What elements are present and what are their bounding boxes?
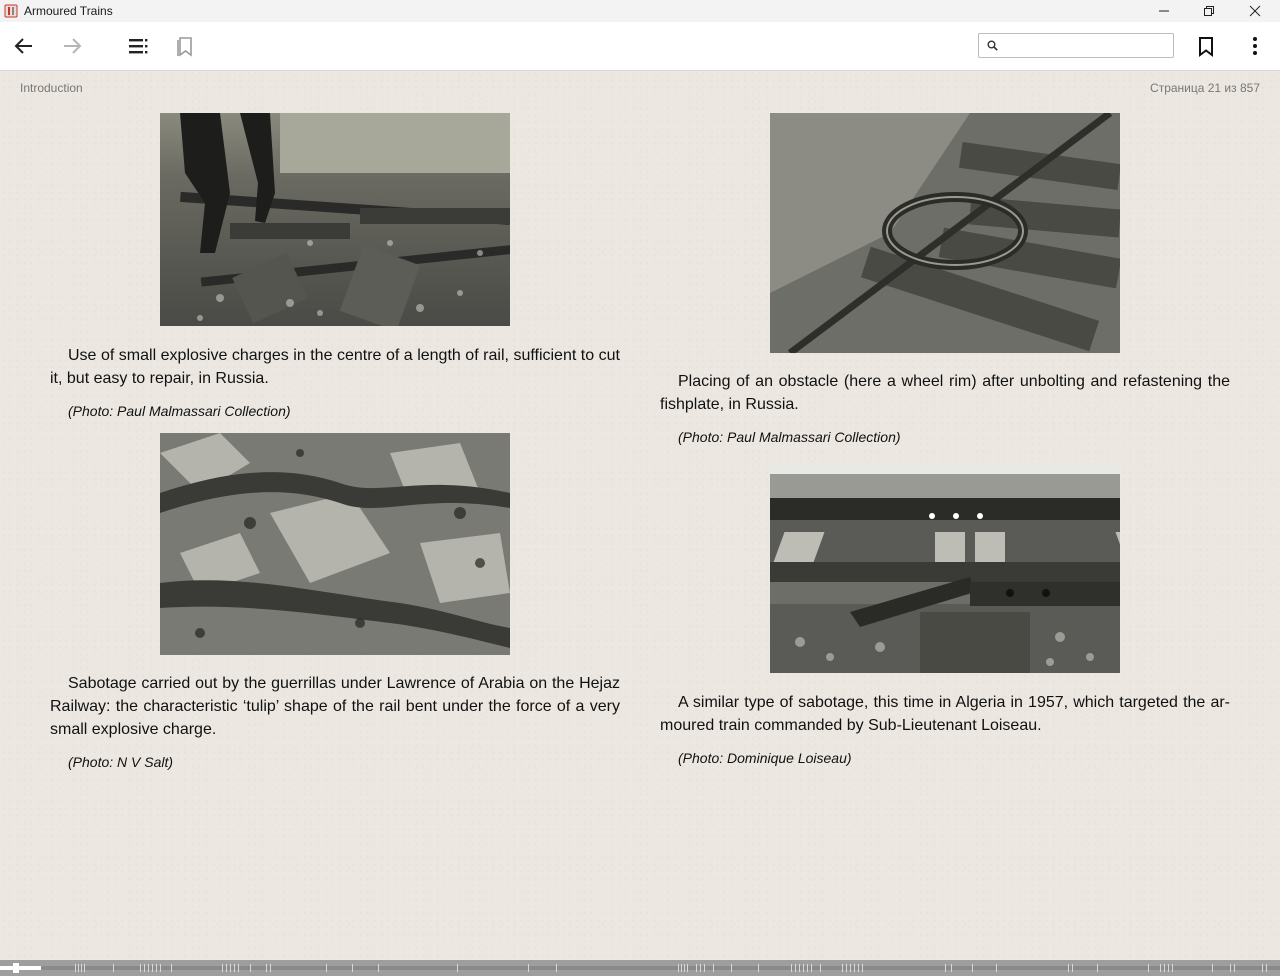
chapter-tick bbox=[684, 964, 685, 972]
chapter-tick bbox=[681, 964, 682, 972]
chapter-tick bbox=[75, 964, 76, 972]
bookmarks-list-button[interactable] bbox=[174, 34, 198, 58]
more-vertical-icon bbox=[1244, 35, 1266, 57]
credit-photo-3: (Photo: Paul Malmassari Collection) bbox=[678, 429, 901, 445]
credit-photo-4: (Photo: Dominique Loiseau) bbox=[678, 750, 852, 766]
chapter-tick bbox=[678, 964, 679, 972]
chapter-tick bbox=[222, 964, 223, 972]
more-options-button[interactable] bbox=[1243, 34, 1267, 58]
chapter-tick bbox=[81, 964, 82, 972]
minimize-icon bbox=[1158, 5, 1170, 17]
bookmarks-list-icon bbox=[175, 35, 197, 57]
caption-photo-3: Placing of an obstacle (here a wheel rim) after unbolting and refastening the fishplate, in Russia. bbox=[660, 373, 1230, 413]
chapter-tick bbox=[1072, 964, 1073, 972]
chapter-tick bbox=[713, 964, 714, 972]
photo-rail-explosive-charges-image bbox=[160, 113, 510, 326]
chapter-tick bbox=[1068, 964, 1069, 972]
progress-fill bbox=[0, 966, 41, 970]
chapter-tick bbox=[972, 964, 973, 972]
restore-icon bbox=[1203, 5, 1215, 17]
chapter-tick bbox=[140, 964, 141, 972]
chapter-tick bbox=[378, 964, 379, 972]
chapter-tick bbox=[862, 964, 863, 972]
close-button[interactable] bbox=[1232, 0, 1278, 22]
chapter-tick bbox=[1164, 964, 1165, 972]
contents-button[interactable] bbox=[126, 34, 150, 58]
chapter-tick bbox=[556, 964, 557, 972]
chapter-tick bbox=[846, 964, 847, 972]
close-icon bbox=[1249, 5, 1261, 17]
chapter-tick bbox=[156, 964, 157, 972]
chapter-tick bbox=[807, 964, 808, 972]
chapter-tick bbox=[951, 964, 952, 972]
photo-tulip-rail bbox=[160, 433, 510, 655]
chapter-tick bbox=[696, 964, 697, 972]
credit-photo-2: (Photo: N V Salt) bbox=[68, 754, 174, 770]
chapter-tick bbox=[731, 964, 732, 972]
progress-track bbox=[0, 966, 1280, 970]
chapter-tick bbox=[791, 964, 792, 972]
chapter-tick bbox=[758, 964, 759, 972]
chapter-tick bbox=[84, 964, 85, 972]
chapter-tick bbox=[148, 964, 149, 972]
chapter-tick bbox=[1212, 964, 1213, 972]
chapter-tick bbox=[700, 964, 701, 972]
photo-wheel-rim-obstacle-image bbox=[770, 113, 1120, 353]
reading-progress-bar[interactable] bbox=[0, 960, 1280, 976]
chapter-tick bbox=[1148, 964, 1149, 972]
caption-photo-4: A similar type of sabotage, this time in Algeria in 1957, which targeted the ar-moured train commanded by Sub-Lieutenant Loiseau. bbox=[660, 694, 1230, 734]
photo-algeria-sabotage-image bbox=[770, 462, 1120, 673]
chapter-tick bbox=[1172, 964, 1173, 972]
bookmark-icon bbox=[1195, 35, 1217, 57]
photo-algeria-sabotage bbox=[770, 462, 1120, 673]
chapter-tick bbox=[795, 964, 796, 972]
chapter-tick bbox=[850, 964, 851, 972]
chapter-tick bbox=[1230, 964, 1231, 972]
page-indicator: Страница 21 из 857 bbox=[1150, 81, 1260, 95]
toolbar bbox=[0, 22, 1280, 71]
search-icon bbox=[987, 40, 998, 51]
caption-photo-2: Sabotage carried out by the guerrillas under Lawrence of Arabia on the Hejaz Railway: the characteristic ‘tulip’ shape of the rail bent under the force of a very small explosive charge. bbox=[50, 675, 620, 738]
chapter-tick bbox=[160, 964, 161, 972]
chapter-tick bbox=[171, 964, 172, 972]
back-arrow-icon bbox=[13, 35, 35, 57]
title-bar bbox=[0, 0, 1280, 22]
chapter-tick bbox=[352, 964, 353, 972]
photo-rail-explosive-charges bbox=[160, 113, 510, 326]
credit-photo-1: (Photo: Paul Malmassari Collection) bbox=[68, 403, 291, 419]
minimize-button[interactable] bbox=[1141, 0, 1187, 22]
chapter-tick bbox=[144, 964, 145, 972]
chapter-tick bbox=[528, 964, 529, 972]
chapter-tick bbox=[250, 964, 251, 972]
chapter-tick bbox=[1262, 964, 1263, 972]
chapter-tick bbox=[226, 964, 227, 972]
back-button[interactable] bbox=[12, 34, 36, 58]
chapter-tick bbox=[152, 964, 153, 972]
chapter-tick bbox=[854, 964, 855, 972]
chapter-tick bbox=[1168, 964, 1169, 972]
chapter-tick bbox=[457, 964, 458, 972]
chapter-tick bbox=[113, 964, 114, 972]
restore-button[interactable] bbox=[1186, 0, 1232, 22]
chapter-tick bbox=[326, 964, 327, 972]
bookmark-button[interactable] bbox=[1194, 34, 1218, 58]
chapter-tick bbox=[803, 964, 804, 972]
forward-button[interactable] bbox=[60, 34, 84, 58]
chapter-tick bbox=[799, 964, 800, 972]
photo-wheel-rim-obstacle bbox=[770, 113, 1120, 353]
chapter-tick bbox=[1097, 964, 1098, 972]
chapter-tick bbox=[266, 964, 267, 972]
app-book-icon bbox=[4, 4, 18, 18]
chapter-tick bbox=[238, 964, 239, 972]
chapter-tick bbox=[820, 964, 821, 972]
chapter-tick bbox=[270, 964, 271, 972]
chapter-tick bbox=[1160, 964, 1161, 972]
chapter-tick bbox=[811, 964, 812, 972]
chapter-tick bbox=[996, 964, 997, 972]
chapter-tick bbox=[842, 964, 843, 972]
chapter-title: Introduction bbox=[20, 81, 83, 95]
window-title: Armoured Trains bbox=[24, 4, 113, 18]
chapter-tick bbox=[945, 964, 946, 972]
contents-list-icon bbox=[127, 35, 149, 57]
chapter-tick bbox=[234, 964, 235, 972]
photo-tulip-rail-image bbox=[160, 433, 510, 655]
progress-handle[interactable] bbox=[13, 963, 19, 973]
chapter-tick bbox=[858, 964, 859, 972]
chapter-tick bbox=[687, 964, 688, 972]
search-input[interactable] bbox=[1003, 36, 1173, 57]
search-field[interactable] bbox=[978, 33, 1174, 58]
forward-arrow-icon bbox=[61, 35, 83, 57]
chapter-tick bbox=[78, 964, 79, 972]
chapter-tick bbox=[704, 964, 705, 972]
chapter-tick bbox=[1266, 964, 1267, 972]
caption-photo-1: Use of small explosive charges in the centre of a length of rail, sufficient to cut it, but easy to repair, in Russia. bbox=[50, 347, 620, 387]
chapter-tick bbox=[1234, 964, 1235, 972]
chapter-tick bbox=[230, 964, 231, 972]
